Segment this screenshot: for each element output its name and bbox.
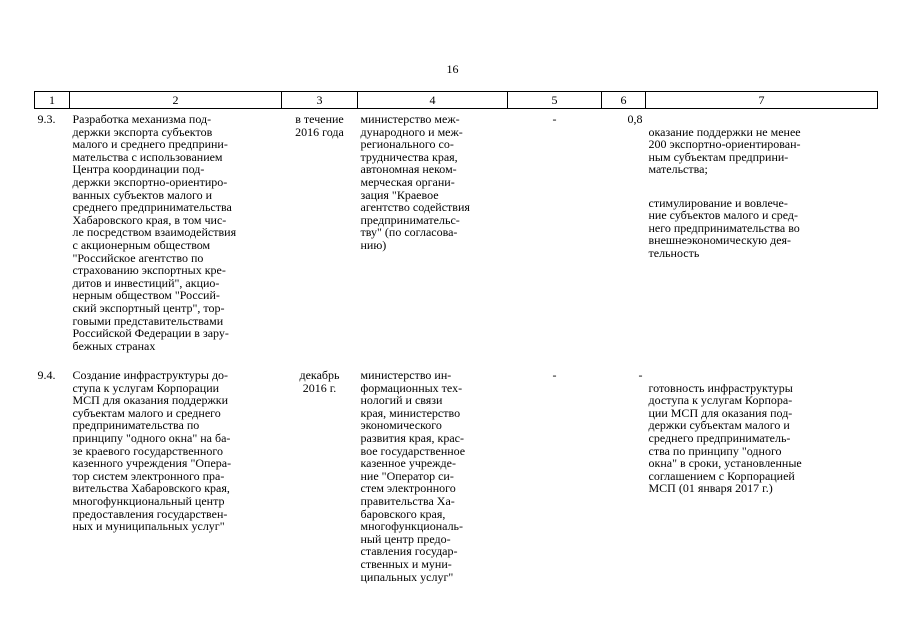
timeline-cell: в течение 2016 года <box>295 112 344 139</box>
result-text: оказание поддержки не менее 200 экспортно-ориентирован- ным субъектам предприни- мательства; <box>648 124 801 177</box>
column-6-cell: - <box>638 368 643 382</box>
column-5-cell: - <box>552 368 557 382</box>
table-row <box>35 365 878 609</box>
column-number-header-row <box>35 92 878 109</box>
column-header: 5 <box>508 92 602 109</box>
column-5-cell: - <box>552 112 557 126</box>
column-6-cell: 0,8 <box>627 112 643 126</box>
item-number: 9.3. <box>37 112 56 126</box>
result-text: стимулирование и вовлече- ние субъектов малого и сред- него предпринимательства во внешнеэкономическую дея- тельность <box>648 195 800 260</box>
executors-cell: министерство ин- формационных тех- нологий и связи края, министерство экономического развития края, крас- вое государственное казенное учрежде- ние "Оператор си- стем электронного правительства Ха- баровского края, многофункциональ- ный центр предо- ставления государ- ственных и муни- ципальных услуг" <box>360 368 466 584</box>
result-text: готовность инфраструктуры доступа к услугам Корпора- ции МСП для оказания под- держки субъектам малого и среднего предприниматель- ства по принципу "одного окна" в сроки, установленные соглашением с Корпорацией МСП (01 января 2017 г.) <box>648 380 802 496</box>
results-cell <box>646 365 878 609</box>
column-header: 2 <box>70 92 282 109</box>
column-header: 7 <box>646 92 878 109</box>
column-header: 4 <box>358 92 508 109</box>
timeline-cell: декабрь 2016 г. <box>299 368 340 395</box>
activity-cell: Разработка механизма под- держки экспорта субъектов малого и среднего предприни- мательства с использованием Центра координации под- держки экспортно-ориентиро- ванных субъектов малого и среднего предпринимательства Хабаровского края, в том чис- ле посредством взаимодействия с акционерным обществом "Российское агентство по страхованию экспортных кре- дитов и инвестиций", акцио- нерным обществом "Россий- ский экспортный центр", тор- говыми представительствами Российской Федерации в зару- бежных странах <box>72 112 237 353</box>
column-header: 3 <box>282 92 358 109</box>
item-number: 9.4. <box>37 368 56 382</box>
activity-cell: Создание инфраструктуры до- ступа к услугам Корпорации МСП для оказания поддержки субъектам малого и среднего предпринимательства по принципу "одного окна" на ба- зе краевого государственного казенного учреждения "Опера- тор систем электронного пра- вительства Хабаровского края, многофункциональный центр предоставления государствен- ных и муниципальных услуг" <box>72 368 232 534</box>
page-number: 16 <box>446 62 459 76</box>
results-cell <box>646 109 878 366</box>
table-row <box>35 109 878 366</box>
column-header: 1 <box>35 92 70 109</box>
column-header: 6 <box>602 92 646 109</box>
executors-cell: министерство меж- дународного и меж- регионального со- трудничества края, автономная неком- мерческая органи- зация "Краевое агентство содействия предпринимательс- тву" (по согласова- нию) <box>360 112 470 252</box>
plan-table <box>34 91 878 609</box>
